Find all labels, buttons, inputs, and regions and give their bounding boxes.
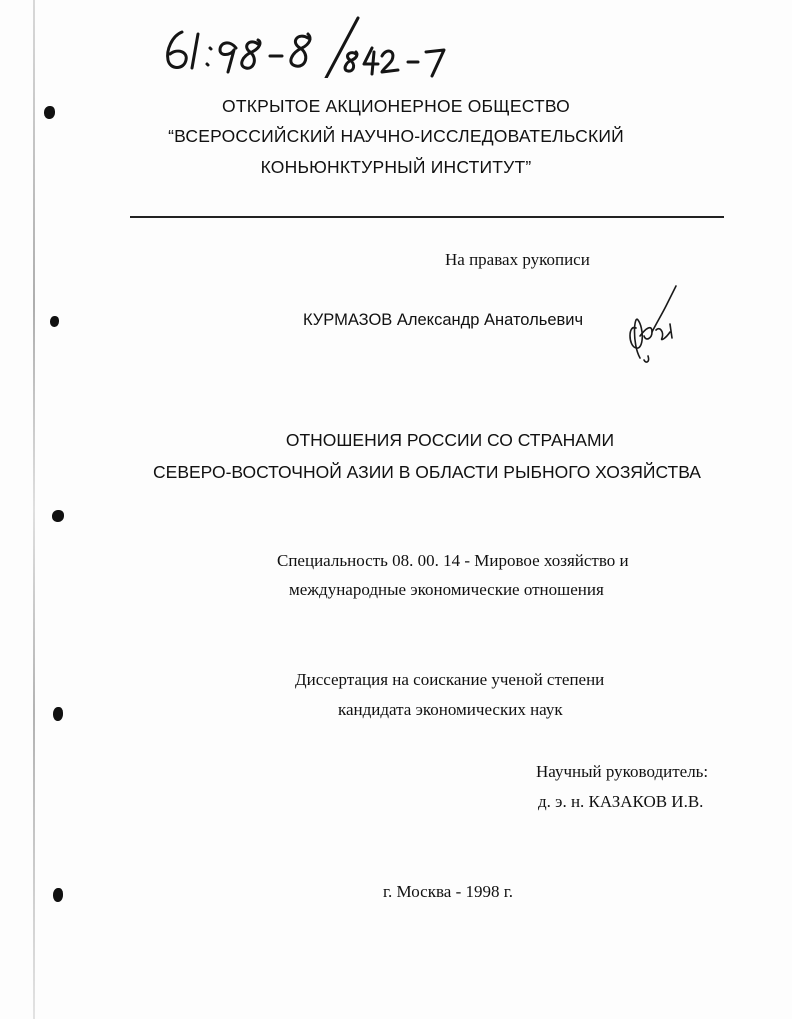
manuscript-note: На правах рукописи <box>445 250 590 269</box>
punch-hole-mark <box>53 888 63 902</box>
handwritten-archive-code <box>160 14 460 78</box>
organization-line-2: “ВСЕРОССИЙСКИЙ НАУЧНО-ИССЛЕДОВАТЕЛЬСКИЙ <box>168 126 624 146</box>
dissertation-title-line-2: СЕВЕРО-ВОСТОЧНОЙ АЗИИ В ОБЛАСТИ РЫБНОГО ХОЗЯЙСТВА <box>153 462 701 482</box>
punch-hole-mark <box>53 707 63 721</box>
supervisor-name: д. э. н. КАЗАКОВ И.В. <box>538 792 704 811</box>
organization-line-3: КОНЬЮНКТУРНЫЙ ИНСТИТУТ” <box>260 157 532 177</box>
dissertation-title-line-1: ОТНОШЕНИЯ РОССИИ СО СТРАНАМИ <box>285 430 615 450</box>
header-divider <box>130 216 724 218</box>
punch-hole-mark <box>50 316 59 327</box>
author-signature <box>622 284 682 366</box>
place-and-year: г. Москва - 1998 г. <box>383 882 514 901</box>
supervisor-label: Научный руководитель: <box>536 762 709 781</box>
degree-line-1: Диссертация на соискание ученой степени <box>295 670 605 689</box>
scan-binding-edge <box>33 0 35 1019</box>
degree-line-2: кандидата экономических наук <box>338 700 563 719</box>
punch-hole-mark <box>52 510 64 522</box>
organization-line-1: ОТКРЫТОЕ АКЦИОНЕРНОЕ ОБЩЕСТВО <box>222 96 570 116</box>
specialty-line-1: Специальность 08. 00. 14 - Мировое хозяйство и <box>277 551 629 570</box>
specialty-line-2: международные экономические отношения <box>289 580 604 599</box>
author-name: КУРМАЗОВ Александр Анатольевич <box>303 311 584 329</box>
